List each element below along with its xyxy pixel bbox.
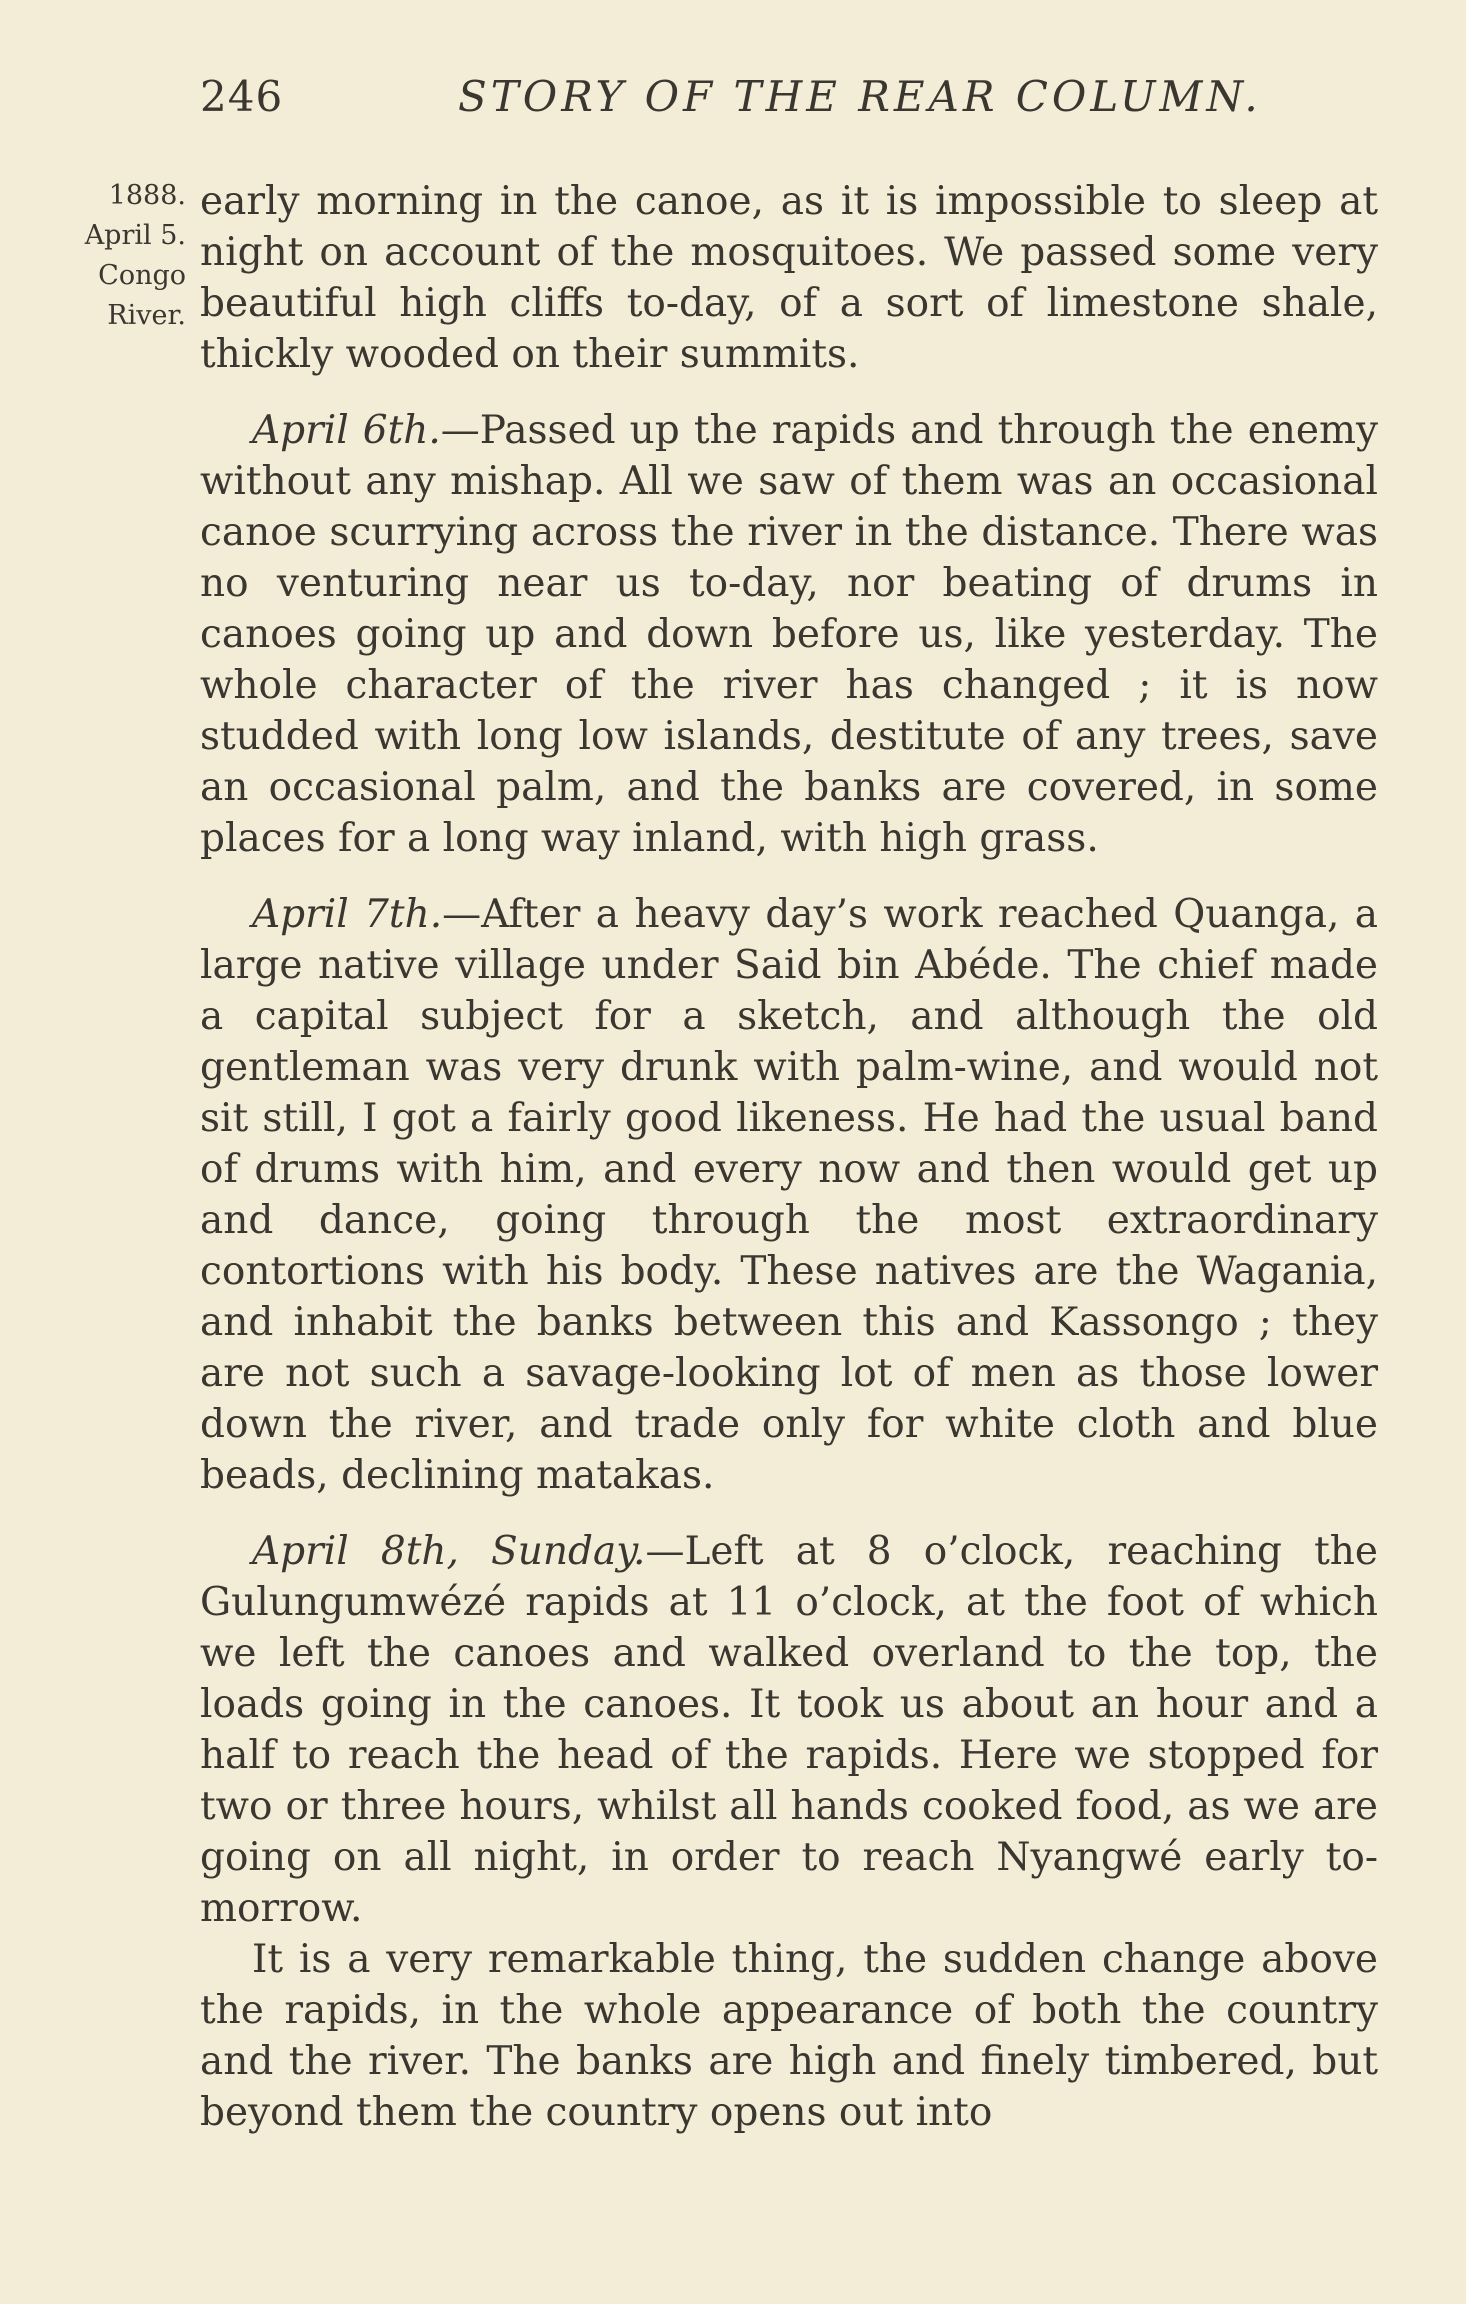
entry-date: April 7th. (252, 892, 443, 937)
paragraph-5 (200, 1934, 1378, 2138)
paragraph-1 (200, 176, 1378, 380)
paragraph-4 (200, 1526, 1378, 1934)
margin-note (36, 176, 186, 336)
margin-place-line2: River. (107, 300, 186, 331)
body-text (200, 176, 1378, 2138)
paragraph-text: —After a heavy day’s work reached Quanga, a large native village under Said bin Abéde. The chief made a capital subject for a sketch, and although the old gentleman was very drunk with palm-wine, and would not sit still, I got a fairly good likeness. He had the usual band of drums with him, and every now and then would get up and dance, going through the most extraordinary contortions with his body. These natives are the Wagania, and inhabit the banks between this and Kassongo ; they are not such a savage-looking lot of men as those lower down the river, and trade only for white cloth and blue beads, declining matakas. (200, 892, 1378, 1498)
page-number: 246 (200, 72, 284, 121)
paragraph-text: early morning in the canoe, as it is impossible to sleep at night on account of the mosquitoes. We passed some very beautiful high cliffs to-day, of a sort of limestone shale, thickly wooded on their summits. (200, 179, 1378, 377)
entry-date: April 8th, Sunday. (252, 1529, 646, 1574)
running-title: STORY OF THE REAR COLUMN. (458, 72, 1262, 121)
paragraph-text: —Passed up the rapids and through the enemy without any mishap. All we saw of them was an occasional canoe scurrying across the river in the distance. There was no venturing near us to-day, nor beating of drums in canoes going up and down before us, like yesterday. The whole character of the river has changed ; it is now studded with long low islands, destitute of any trees, save an occasional palm, and the banks are covered, in some places for a long way inland, with high grass. (200, 408, 1378, 861)
margin-date: April 5. (84, 220, 186, 251)
paragraph-text: It is a very remarkable thing, the sudden change above the rapids, in the whole appearance of both the country and the river. The banks are high and finely timbered, but beyond them the country opens out into (200, 1937, 1378, 2135)
paragraph-text: —Left at 8 o’clock, reaching the Gulungumwézé rapids at 11 o’clock, at the foot of which we left the canoes and walked overland to the top, the loads going in the canoes. It took us about an hour and a half to reach the head of the rapids. Here we stopped for two or three hours, whilst all hands cooked food, as we are going on all night, in order to reach Nyangwé early to-morrow. (200, 1529, 1378, 1931)
margin-place-line1: Congo (98, 260, 186, 291)
entry-date: April 6th. (252, 408, 441, 453)
paragraph-3 (200, 889, 1378, 1501)
margin-year: 1888. (108, 180, 186, 211)
paragraph-2 (200, 405, 1378, 864)
